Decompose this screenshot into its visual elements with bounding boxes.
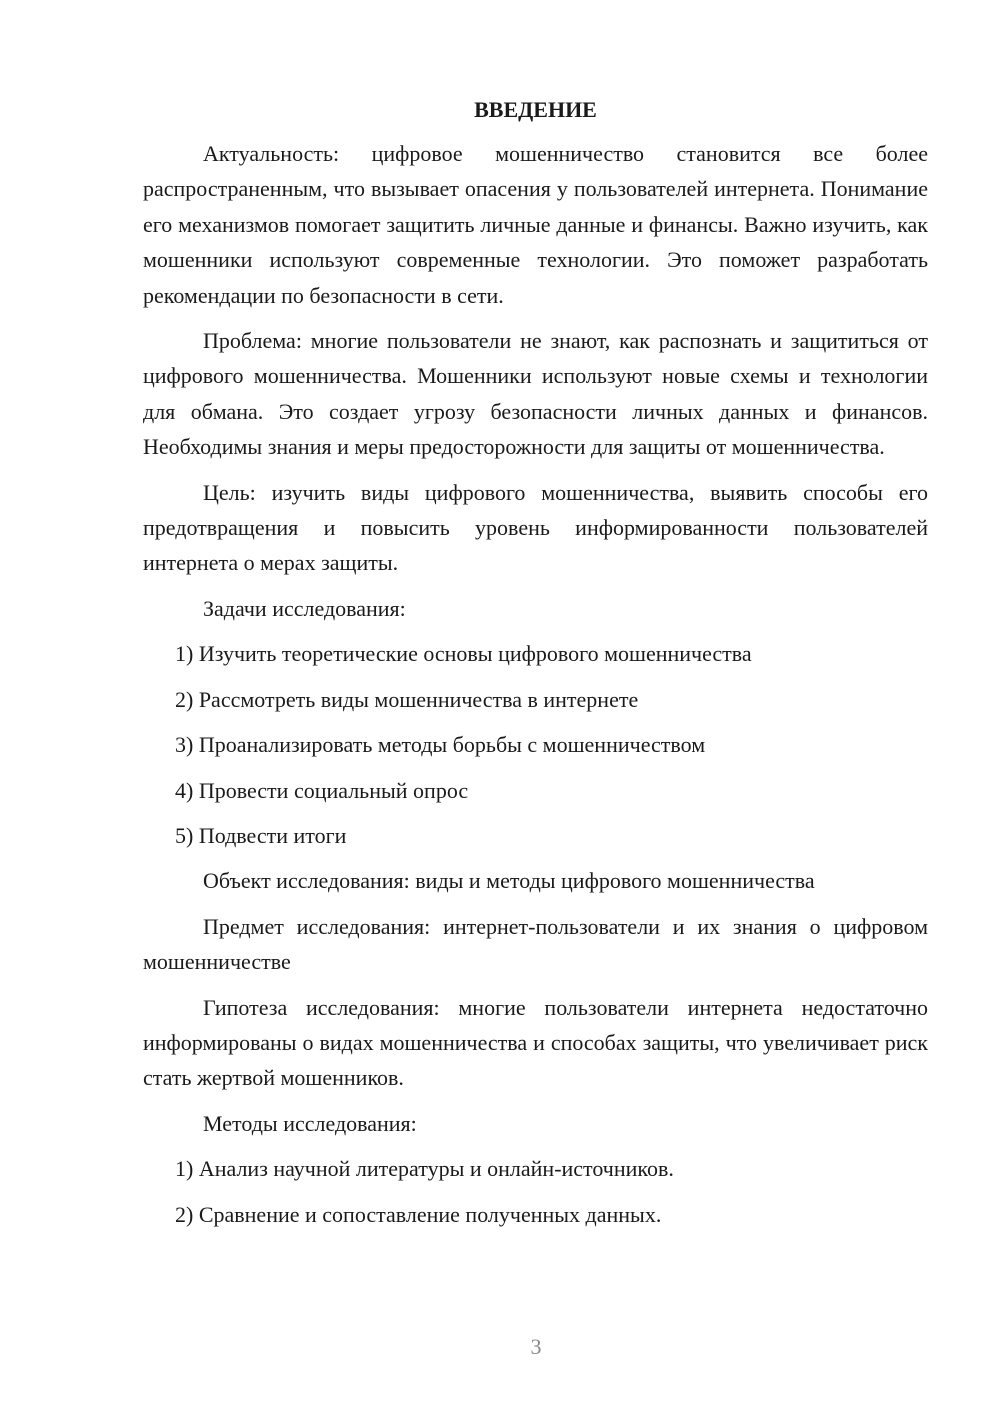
task-item-1: 1) Изучить теоретические основы цифрового мошенничества [175,641,752,667]
task-item-4: 4) Провести социальный опрос [175,777,469,803]
subject-paragraph: Предмет исследования: интернет-пользователи и их знания о цифровом мошенничестве [143,913,928,975]
relevance-paragraph: Актуальность: цифровое мошенничество становится все более распространенным, что вызывает опасения у пользователей интернета. Понимание его механизмов помогает защитить личные данные и финансы. Важно изучить, как мошенники используют современные технологии. Это поможет разработать рекомендации по безопасности в сети. [143,141,928,308]
section-heading: ВВЕДЕНИЕ [474,97,597,122]
task-item-2: 2) Рассмотреть виды мошенничества в интернете [175,686,639,712]
page-content [143,92,928,1242]
goal-paragraph: Цель: изучить виды цифрового мошенничества, выявить способы его предотвращения и повысить уровень информированности пользователей интернета о мерах защиты. [143,479,928,576]
methods-title: Методы исследования: [203,1110,417,1136]
tasks-title: Задачи исследования: [203,595,406,621]
method-item-1: 1) Анализ научной литературы и онлайн-источников. [175,1156,674,1182]
method-item-2: 2) Сравнение и сопоставление полученных данных. [175,1201,662,1227]
task-item-3: 3) Проанализировать методы борьбы с мошенничеством [175,732,706,758]
hypothesis-paragraph: Гипотеза исследования: многие пользователи интернета недостаточно информированы о видах мошенничества и способах защиты, что увеличивает риск стать жертвой мошенников. [143,994,928,1091]
task-item-5: 5) Подвести итоги [175,822,347,848]
object-paragraph: Объект исследования: виды и методы цифрового мошенничества [203,868,815,894]
problem-paragraph: Проблема: многие пользователи не знают, как распознать и защититься от цифрового мошенничества. Мошенники используют новые схемы и технологии для обмана. Это создает угрозу безопасности личных данных и финансов. Необходимы знания и меры предосторожности для защиты от мошенничества. [143,328,928,460]
page-number: 3 [530,1334,542,1359]
